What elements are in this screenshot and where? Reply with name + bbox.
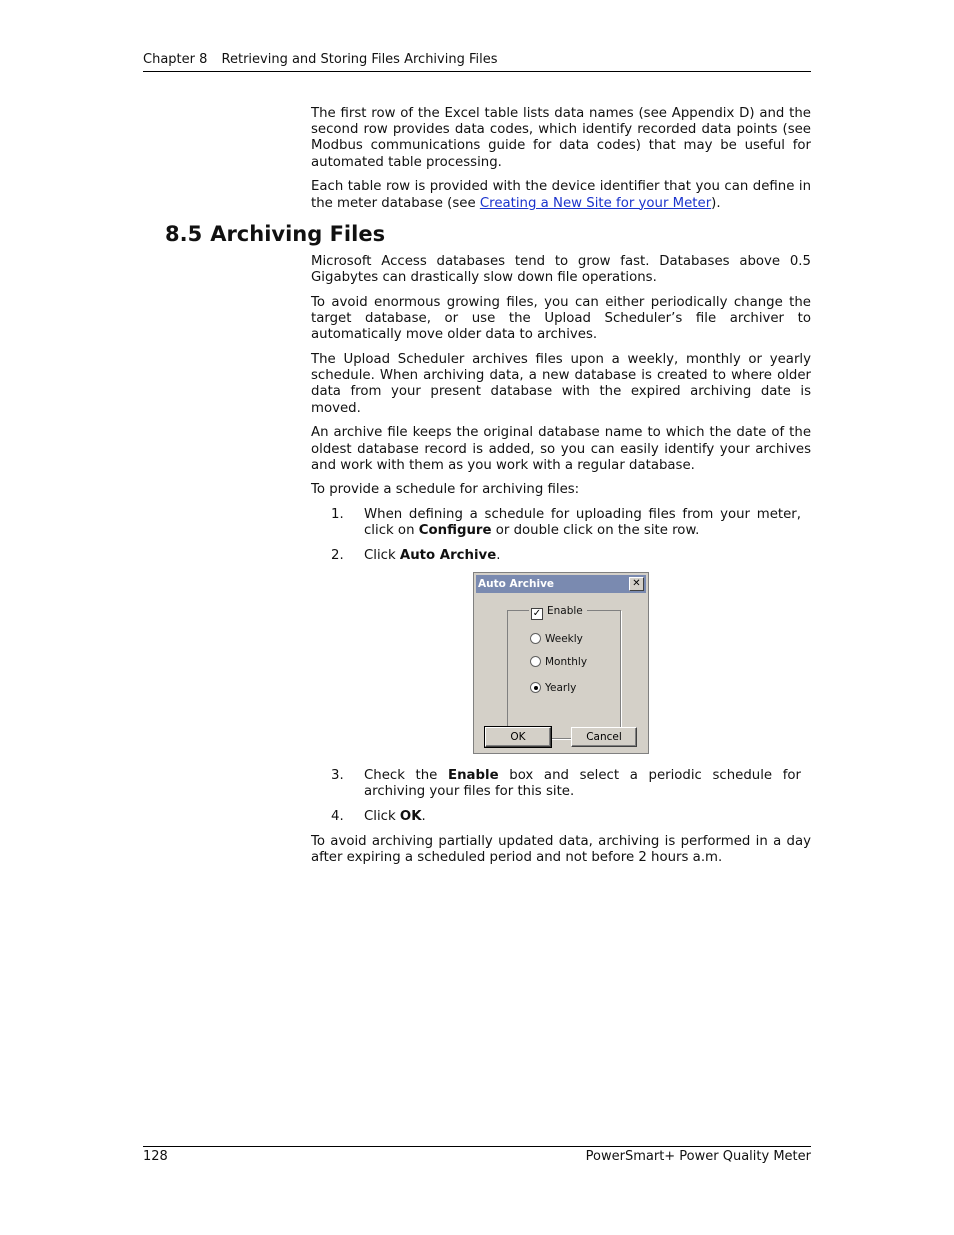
section-paragraph-1: Microsoft Access databases tend to grow fast. Databases above 0.5 Gigabytes can drastically slow down file operations. bbox=[311, 254, 811, 286]
footer-product-title: PowerSmart+ Power Quality Meter bbox=[585, 1149, 811, 1164]
dialog-title: Auto Archive bbox=[478, 578, 555, 590]
radio-monthly[interactable] bbox=[530, 655, 587, 669]
step-1-text-c: or double click on the site row. bbox=[491, 523, 700, 539]
step-2-text-c: . bbox=[496, 548, 501, 564]
radio-weekly-label: Weekly bbox=[545, 633, 583, 645]
step-1 bbox=[311, 507, 811, 539]
section-paragraph-6: To avoid archiving partially updated data, archiving is performed in a day after expiring a scheduled period and not before 2 hours a.m. bbox=[311, 833, 811, 865]
radio-monthly-label: Monthly bbox=[545, 656, 588, 668]
radio-monthly-circle[interactable] bbox=[530, 656, 541, 667]
step-3-text-c: box and select a periodic schedule for archiving your files for this site. bbox=[364, 768, 801, 800]
step-3-number: 3. bbox=[331, 768, 344, 783]
section-paragraph-5: To provide a schedule for archiving files: bbox=[311, 482, 580, 498]
section-paragraph-2: To avoid enormous growing files, you can either periodically change the target database, or use the Upload Scheduler’s file archiver to automatically move older data to archives. bbox=[311, 294, 811, 343]
enable-checkbox-row[interactable] bbox=[529, 604, 587, 618]
enable-label: Enable bbox=[547, 605, 583, 617]
step-3-enable: Enable bbox=[448, 768, 499, 783]
step-4-text-c: . bbox=[421, 808, 426, 824]
step-3 bbox=[311, 768, 811, 800]
header-title: Retrieving and Storing Files Archiving Files bbox=[221, 52, 498, 67]
creating-new-site-link[interactable]: Creating a New Site for your Meter bbox=[479, 195, 712, 211]
schedule-groupbox bbox=[507, 610, 621, 739]
step-4-ok: OK bbox=[399, 808, 422, 824]
dialog-title-bar bbox=[476, 575, 646, 593]
section-paragraph-3: The Upload Scheduler archives files upon a weekly, monthly or yearly schedule. When archiving data, a new database is created to where older data from your present database with the expired archiving date is moved. bbox=[311, 352, 811, 416]
step-1-text-a: When defining a schedule for uploading files from your meter, click on bbox=[364, 507, 801, 539]
cancel-button[interactable]: Cancel bbox=[571, 727, 637, 747]
intro-p2-text-after: ). bbox=[711, 195, 721, 211]
step-2-auto-archive: Auto Archive bbox=[399, 548, 497, 564]
radio-yearly-label: Yearly bbox=[545, 682, 577, 694]
intro-paragraph-1: The first row of the Excel table lists data names (see Appendix D) and the second row provides data codes, which identify recorded data points (see Modbus communications guide for data codes) that may be useful for automated table processing. bbox=[311, 106, 811, 170]
section-number: 8.5 bbox=[165, 222, 203, 246]
section-body-bottom bbox=[311, 768, 811, 875]
intro-p2-text-before: Each table row is provided with the device identifier that you can define in the meter database (see bbox=[311, 179, 811, 211]
section-heading bbox=[165, 220, 385, 248]
page-number: 128 bbox=[143, 1149, 168, 1164]
step-2-number: 2. bbox=[331, 548, 344, 564]
section-title: Archiving Files bbox=[210, 222, 386, 246]
radio-yearly[interactable] bbox=[530, 681, 576, 695]
intro-paragraph-2 bbox=[311, 179, 811, 211]
close-icon[interactable]: ✕ bbox=[629, 577, 644, 591]
intro-block bbox=[311, 106, 811, 220]
section-body-top bbox=[311, 254, 811, 573]
header-chapter: Chapter 8 bbox=[143, 52, 208, 67]
radio-weekly[interactable] bbox=[530, 632, 583, 646]
running-header bbox=[143, 51, 811, 72]
step-1-number: 1. bbox=[331, 507, 344, 523]
step-3-text-a: Check the bbox=[364, 768, 448, 783]
ok-button[interactable]: OK bbox=[485, 727, 551, 747]
step-2 bbox=[311, 548, 811, 564]
enable-checkbox[interactable]: ✓ bbox=[532, 608, 542, 619]
step-4 bbox=[311, 809, 811, 825]
radio-yearly-circle[interactable] bbox=[530, 682, 541, 693]
auto-archive-dialog bbox=[473, 572, 649, 754]
running-footer bbox=[143, 1146, 811, 1164]
radio-weekly-circle[interactable] bbox=[530, 633, 541, 644]
steps-list-bottom bbox=[311, 768, 811, 825]
step-1-configure: Configure bbox=[418, 523, 492, 539]
step-4-number: 4. bbox=[331, 808, 344, 824]
section-paragraph-4: An archive file keeps the original database name to which the date of the oldest database record is added, so you can easily identify your archives and work with them as you work with a regular database. bbox=[311, 425, 811, 473]
step-4-text-a: Click bbox=[364, 808, 400, 824]
steps-list-top bbox=[311, 507, 811, 564]
step-2-text-a: Click bbox=[364, 548, 400, 564]
